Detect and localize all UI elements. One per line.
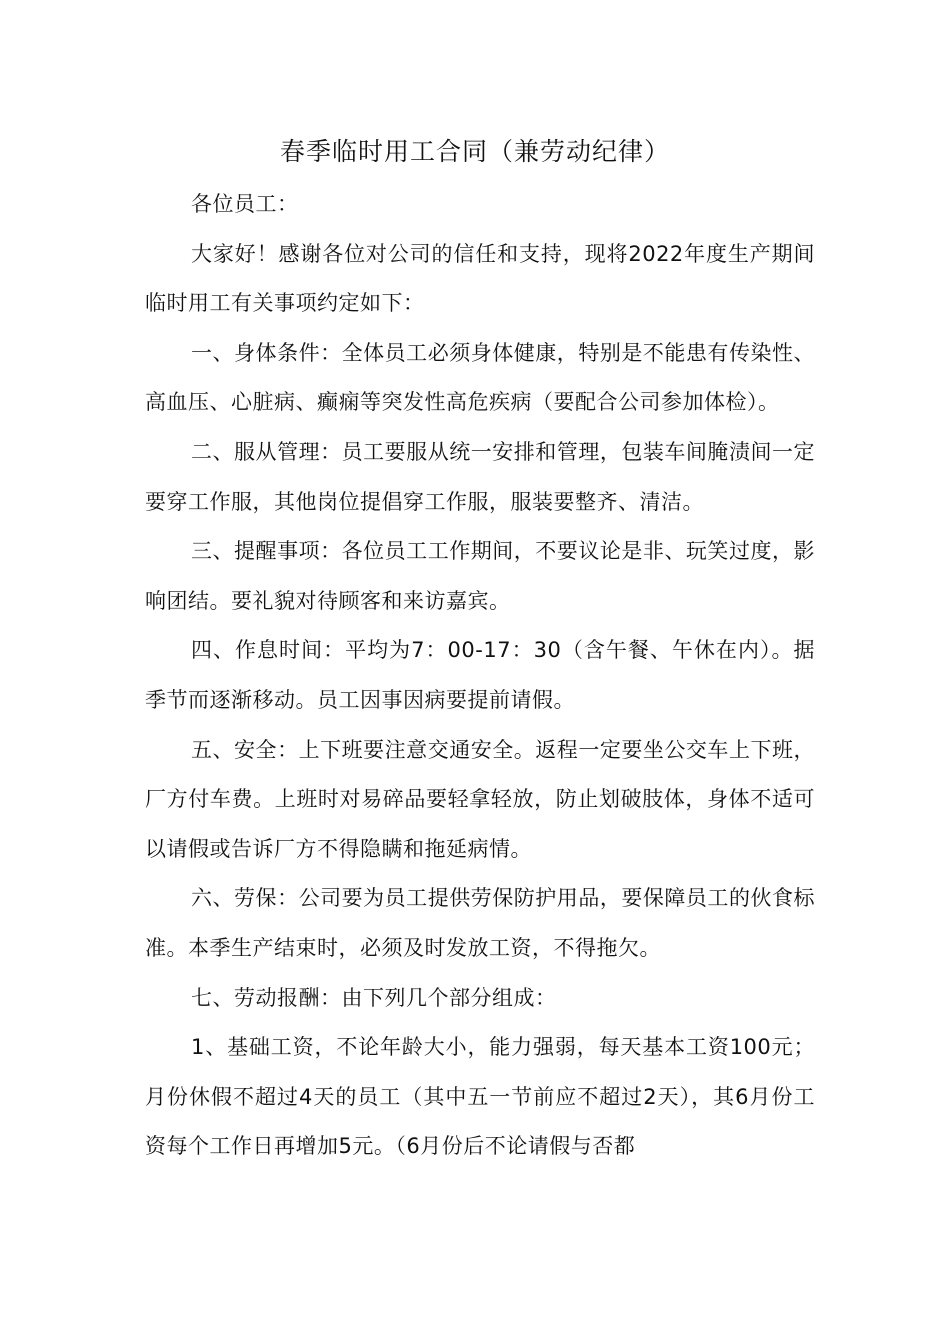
clause-base-wage: 1、基础工资，不论年龄大小，能力强弱，每天基本工资100元；月份休假不超过4天的员工（其中五一节前应不超过2天），其6月份工资每个工作日再增加5元。（6月份后不论请假与否都 bbox=[145, 1035, 815, 1159]
document-title: 春季临时用工合同（兼劳动纪律） bbox=[279, 137, 670, 166]
document-body bbox=[145, 180, 815, 1172]
clause-work-hours: 四、作息时间：平均为7：00-17：30（含午餐、午休在内）。据季节而逐渐移动。员工因事因病要提前请假。 bbox=[145, 638, 815, 712]
clause-remuneration: 七、劳动报酬：由下列几个部分组成： bbox=[191, 985, 557, 1010]
clause-management: 二、服从管理：员工要服从统一安排和管理，包装车间腌渍间一定要穿工作服，其他岗位提倡穿工作服，服装要整齐、清洁。 bbox=[145, 439, 815, 514]
clause-labor-protection: 六、劳保：公司要为员工提供劳保防护用品，要保障员工的伙食标准。本季生产结束时，必须及时发放工资，不得拖欠。 bbox=[145, 886, 815, 960]
greeting-paragraph: 各位员工： bbox=[191, 192, 299, 216]
intro-paragraph: 大家好！感谢各位对公司的信任和支持，现将2022年度生产期间临时用工有关事项约定如下： bbox=[145, 241, 815, 316]
clause-reminders: 三、提醒事项：各位员工工作期间，不要议论是非、玩笑过度，影响团结。要礼貌对待顾客和来访嘉宾。 bbox=[145, 539, 815, 613]
clause-physical-condition: 一、身体条件：全体员工必须身体健康，特别是不能患有传染性、高血压、心脏病、癫痫等突发性高危疾病（要配合公司参加体检）。 bbox=[145, 340, 815, 415]
clause-safety: 五、安全：上下班要注意交通安全。返程一定要坐公交车上下班，厂方付车费。上班时对易碎品要轻拿轻放，防止划破肢体，身体不适可以请假或告诉厂方不得隐瞒和拖延病情。 bbox=[145, 737, 815, 861]
